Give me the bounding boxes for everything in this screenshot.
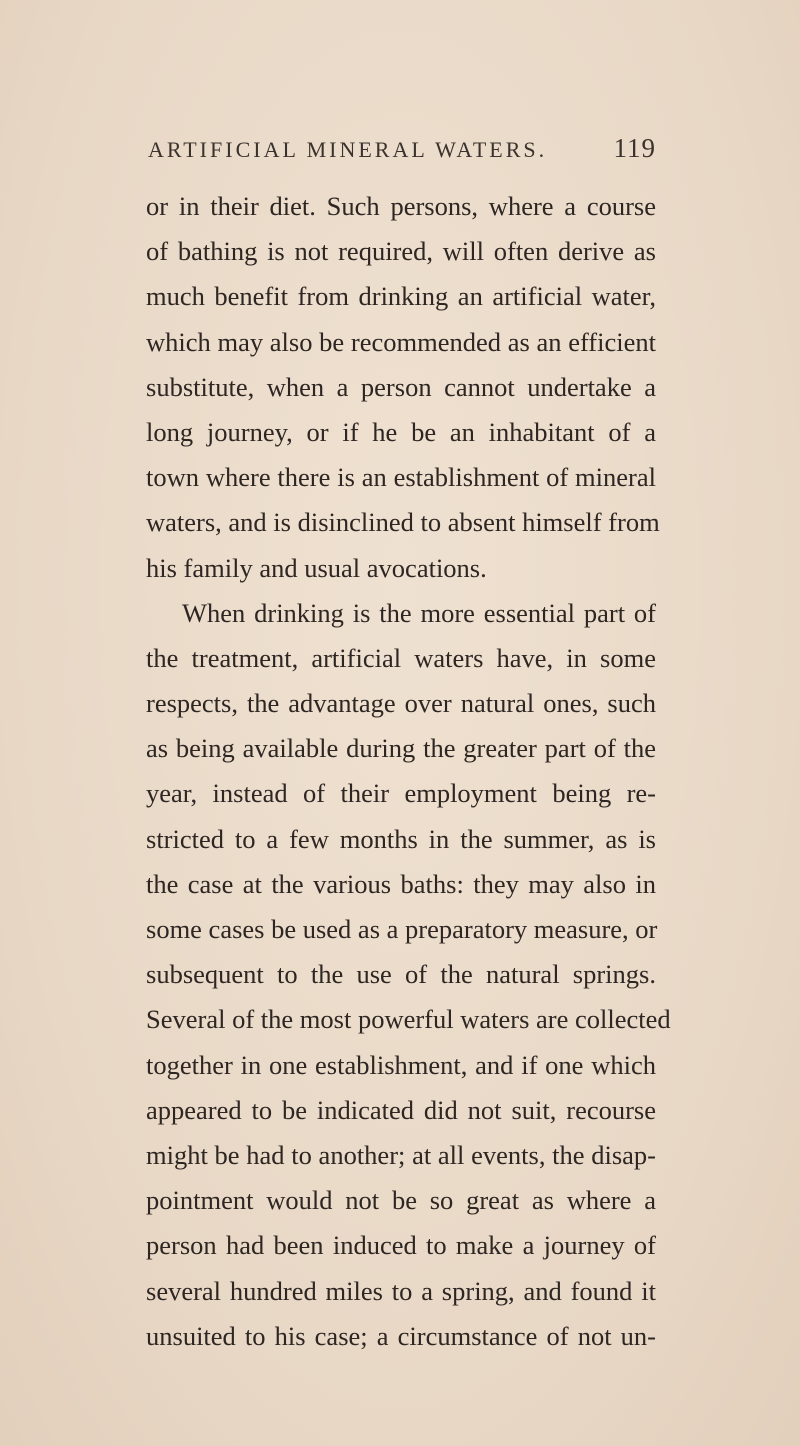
text-line: town where there is an establishment of mineral: [146, 462, 656, 493]
text-line: person had been induced to make a journey of: [146, 1230, 656, 1261]
text-line: waters, and is disinclined to absent himself from: [146, 507, 660, 538]
text-line: the treatment, artificial waters have, in some: [146, 642, 656, 673]
text-line: some cases be used as a preparatory measure, or: [146, 914, 658, 944]
running-head: [148, 133, 656, 165]
text-line: respects, the advantage over natural ones, such: [146, 688, 656, 719]
text-line: appeared to be indicated did not suit, recourse: [146, 1094, 656, 1125]
text-line: the case at the various baths: they may also in: [146, 868, 656, 899]
text-line: unsuited to his case; a circumstance of not un-: [146, 1320, 656, 1351]
text-line: year, instead of their employment being re-: [146, 778, 656, 809]
text-line: together in one establishment, and if one which: [146, 1049, 656, 1080]
paragraph-1: [146, 184, 660, 591]
text-line: subsequent to the use of the natural springs.: [146, 959, 656, 990]
text-line: When drinking is the more essential part of: [182, 597, 656, 628]
text-line: much benefit from drinking an artificial water,: [146, 281, 656, 312]
text-line: might be had to another; at all events, the disap-: [146, 1139, 656, 1170]
text-line: substitute, when a person cannot undertake a: [146, 371, 656, 402]
page-number: 119: [613, 133, 656, 163]
text-line: Several of the most powerful waters are collected: [146, 1004, 671, 1035]
text-line: pointment would not be so great as where a: [146, 1185, 656, 1216]
text-line: long journey, or if he be an inhabitant of a: [146, 416, 656, 447]
text-line: of bathing is not required, will often derive as: [146, 236, 656, 267]
text-line: which may also be recommended as an efficient: [146, 326, 656, 357]
text-line: as being available during the greater part of the: [146, 733, 656, 764]
paragraph-2: [146, 591, 671, 1359]
text-line: several hundred miles to a spring, and found it: [146, 1275, 656, 1306]
body-text: [146, 184, 671, 1359]
text-line: his family and usual avocations.: [146, 552, 487, 583]
text-line: stricted to a few months in the summer, as is: [146, 823, 656, 854]
text-line: or in their diet. Such persons, where a course: [146, 191, 656, 221]
running-title: ARTIFICIAL MINERAL WATERS.: [148, 137, 548, 162]
